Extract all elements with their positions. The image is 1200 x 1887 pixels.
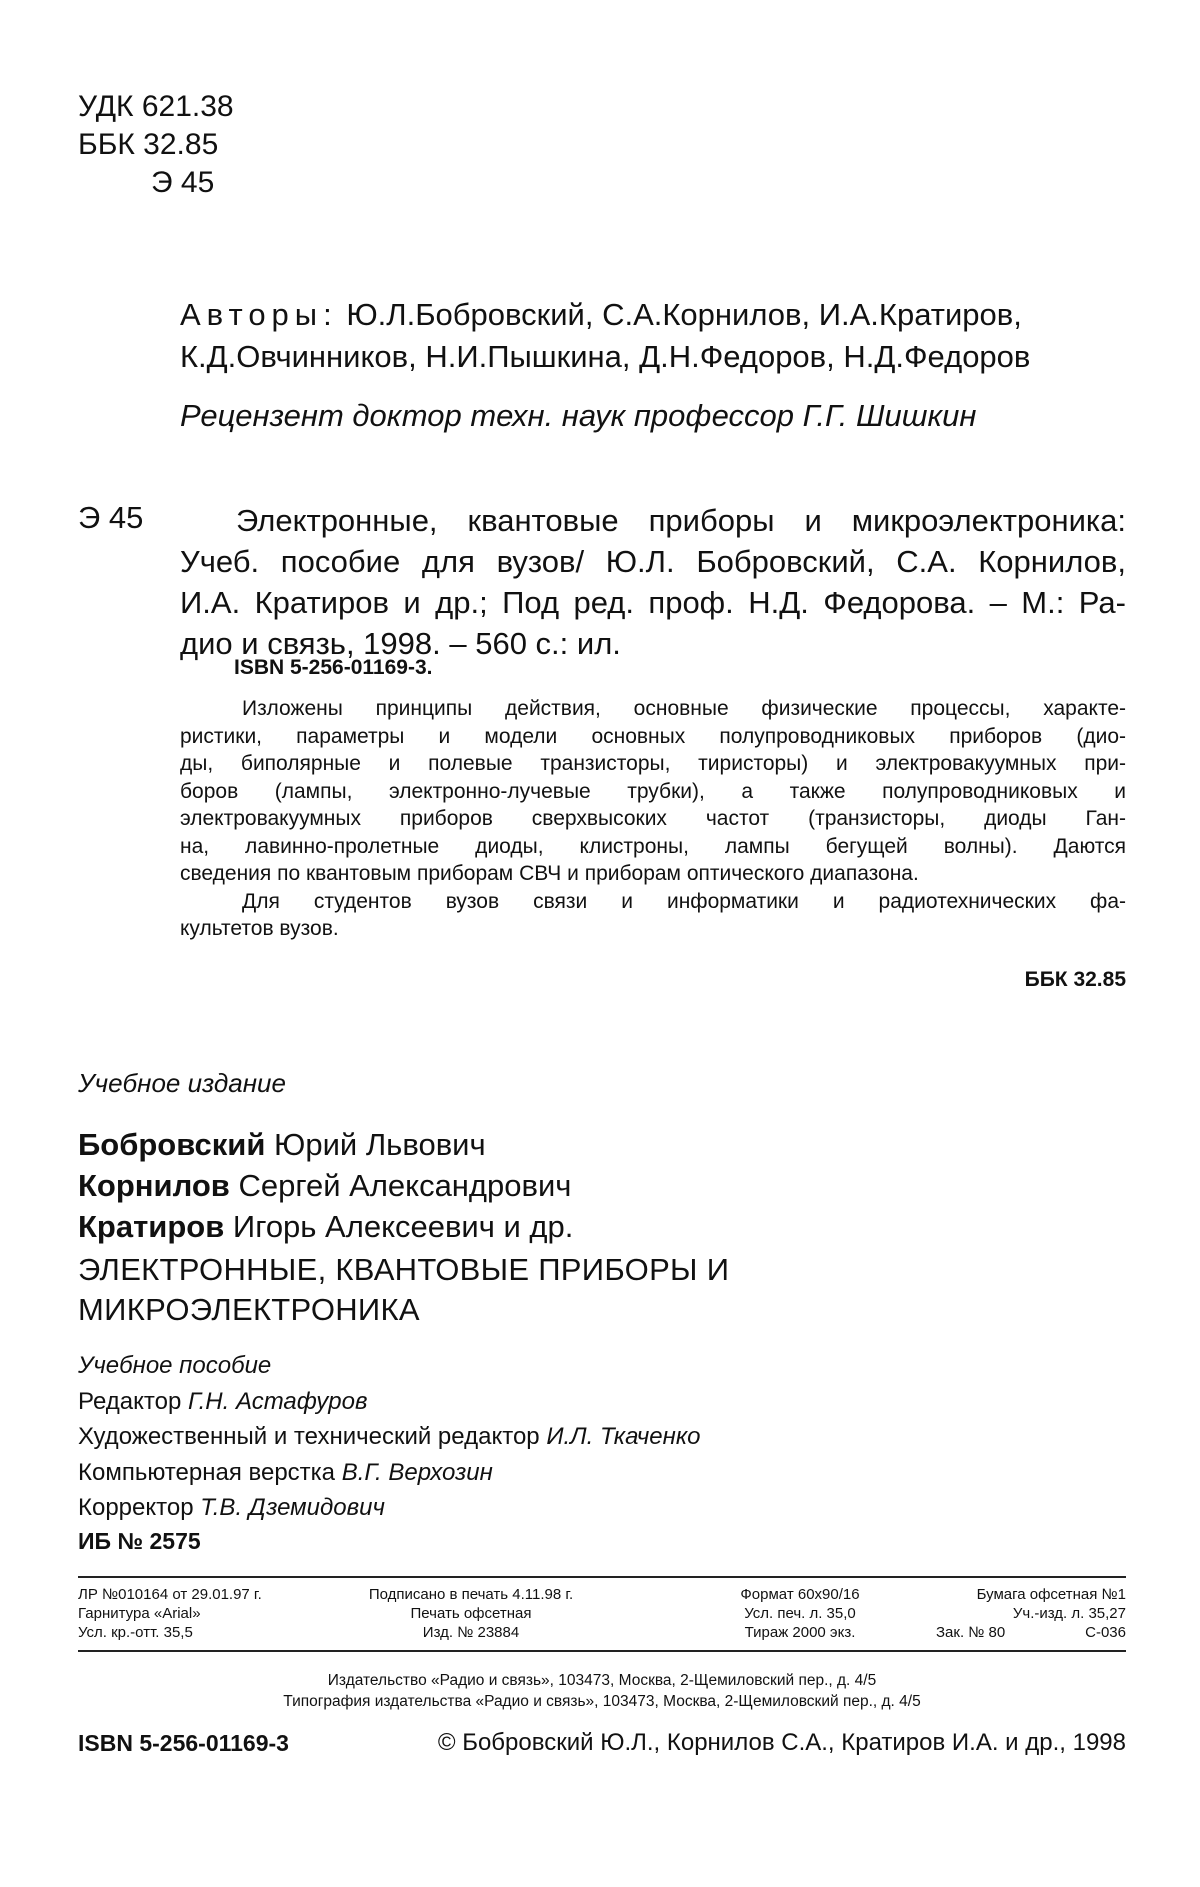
divider [78,1576,1126,1578]
book-title [78,1250,729,1330]
abstract-line: ды, биполярные и полевые транзисторы, тиристоры) и электровакуумных при- [180,752,1126,775]
tech-line: Уч.-изд. л. 35,27 [1012,1605,1126,1622]
isbn-entry: ISBN 5-256-01169-3. [234,656,433,679]
publisher-info [78,1670,1126,1712]
divider [78,1650,1126,1652]
author-surname: Корнилов [78,1168,230,1203]
bibliography-line: Электронные, квантовые приборы и микроэлектроника: [236,503,1126,538]
bbk-code: ББК 32.85 [78,128,219,161]
tech-line: Подписано в печать 4.11.98 г. [368,1586,574,1603]
bibliography-code: Э 45 [78,500,144,535]
tech-column-4 [930,1585,1126,1642]
udk-code: УДК 621.38 [78,90,234,123]
publication-type: Учебное пособие [78,1352,272,1379]
author-surname: Бобровский [78,1127,266,1162]
bibliography-line: дио и связь, 1998. – 560 с.: ил. [180,626,621,661]
bibliography-line: Учеб. пособие для вузов/ Ю.Л. Бобровский, С.А. Корнилов, [180,544,1126,579]
tech-line: Изд. № 23884 [422,1624,520,1641]
layout-label: Компьютерная верстка [78,1458,336,1486]
authors-block [180,294,1080,378]
authors-line-1: Ю.Л.Бобровский, С.А.Корнилов, И.А.Кратиров, [346,297,1022,332]
tech-line: Тираж 2000 экз. [744,1624,856,1641]
printer-line: Типография издательства «Радио и связь», 103473, Москва, 2-Щемиловский пер., д. 4/5 [283,1693,921,1710]
tech-line: Бумага офсетная №1 [976,1586,1126,1603]
tech-line: Гарнитура «Arial» [78,1605,201,1622]
abstract-line: ристики, параметры и модели основных полупроводниковых приборов (дио- [180,724,1126,748]
staff-credits [78,1348,701,1526]
tech-line: Формат 60х90/16 [740,1586,860,1603]
art-editor-name: И.Л. Ткаченко [546,1423,701,1450]
proofreader-name: Т.В. Дземидович [200,1494,385,1521]
publisher-line: Издательство «Радио и связь», 103473, Москва, 2-Щемиловский пер., д. 4/5 [327,1672,877,1689]
abstract-line: сведения по квантовым приборам СВЧ и приборам оптического диапазона. [180,862,919,885]
layout-name: В.Г. Верхозин [341,1458,493,1486]
order-code: С-036 [1085,1624,1126,1641]
abstract [180,695,1126,943]
copyright: © Бобровский Ю.Л., Корнилов С.А., Кратиров И.А. и др., 1998 [437,1729,1126,1756]
abstract-line: боров (лампы, электронно-лучевые трубки), а также полупроводниковых и [180,779,1126,803]
order-number: Зак. № 80 [936,1624,1006,1641]
author-given-names: Сергей Александрович [238,1168,572,1203]
author-name-row [78,1165,573,1206]
author-given-names: Игорь Алексеевич и др. [232,1209,574,1244]
author-names [78,1124,573,1247]
classification-block [78,88,234,202]
proofreader-label: Корректор [78,1494,194,1521]
reviewer: Рецензент доктор техн. наук профессор Г.Г. Шишкин [180,398,977,433]
authors-label: Авторы: [180,297,338,332]
tech-line: Усл. печ. л. 35,0 [744,1605,856,1622]
author-given-names: Юрий Львович [274,1127,486,1162]
abstract-line: Для студентов вузов связи и информатики и радиотехнических фа- [242,889,1126,913]
tech-column-1 [78,1585,262,1642]
tech-line: ЛР №010164 от 29.01.97 г. [78,1586,262,1603]
author-name-row [78,1124,573,1165]
abstract-line: Изложены принципы действия, основные физические процессы, характе- [242,697,1126,720]
footer-isbn: ISBN 5-256-01169-3 [78,1730,289,1756]
author-surname: Кратиров [78,1209,225,1244]
abstract-bbk: ББК 32.85 [1024,968,1126,991]
author-mark: Э 45 [151,166,215,199]
bibliography-line: И.А. Кратиров и др.; Под ред. проф. Н.Д. Федорова. – М.: Ра- [180,585,1126,620]
tech-column-2 [346,1585,596,1642]
author-name-row [78,1206,573,1247]
bibliography-entry [180,500,1126,664]
editor-label: Редактор [78,1387,182,1415]
tech-line: Усл. кр.-отт. 35,5 [78,1624,193,1641]
tech-column-3 [700,1585,900,1642]
editor-name: Г.Н. Астафуров [187,1387,368,1415]
tech-line: Печать офсетная [410,1605,532,1622]
book-title-line-1: ЭЛЕКТРОННЫЕ, КВАНТОВЫЕ ПРИБОРЫ И [78,1252,730,1287]
abstract-line: культетов вузов. [180,917,339,940]
edition-type: Учебное издание [78,1068,286,1098]
abstract-line: на, лавинно-пролетные диоды, клистроны, лампы бегущей волны). Даются [180,834,1126,858]
ib-number: ИБ № 2575 [78,1528,201,1554]
tech-line [930,1623,1126,1642]
book-title-line-2: МИКРОЭЛЕКТРОНИКА [78,1292,420,1327]
authors-line-2: К.Д.Овчинников, Н.И.Пышкина, Д.Н.Федоров, Н.Д.Федоров [180,339,1031,374]
abstract-line: электровакуумных приборов сверхвысоких частот (транзисторы, диоды Ган- [180,807,1126,830]
art-editor-label: Художественный и технический редактор [78,1423,540,1450]
